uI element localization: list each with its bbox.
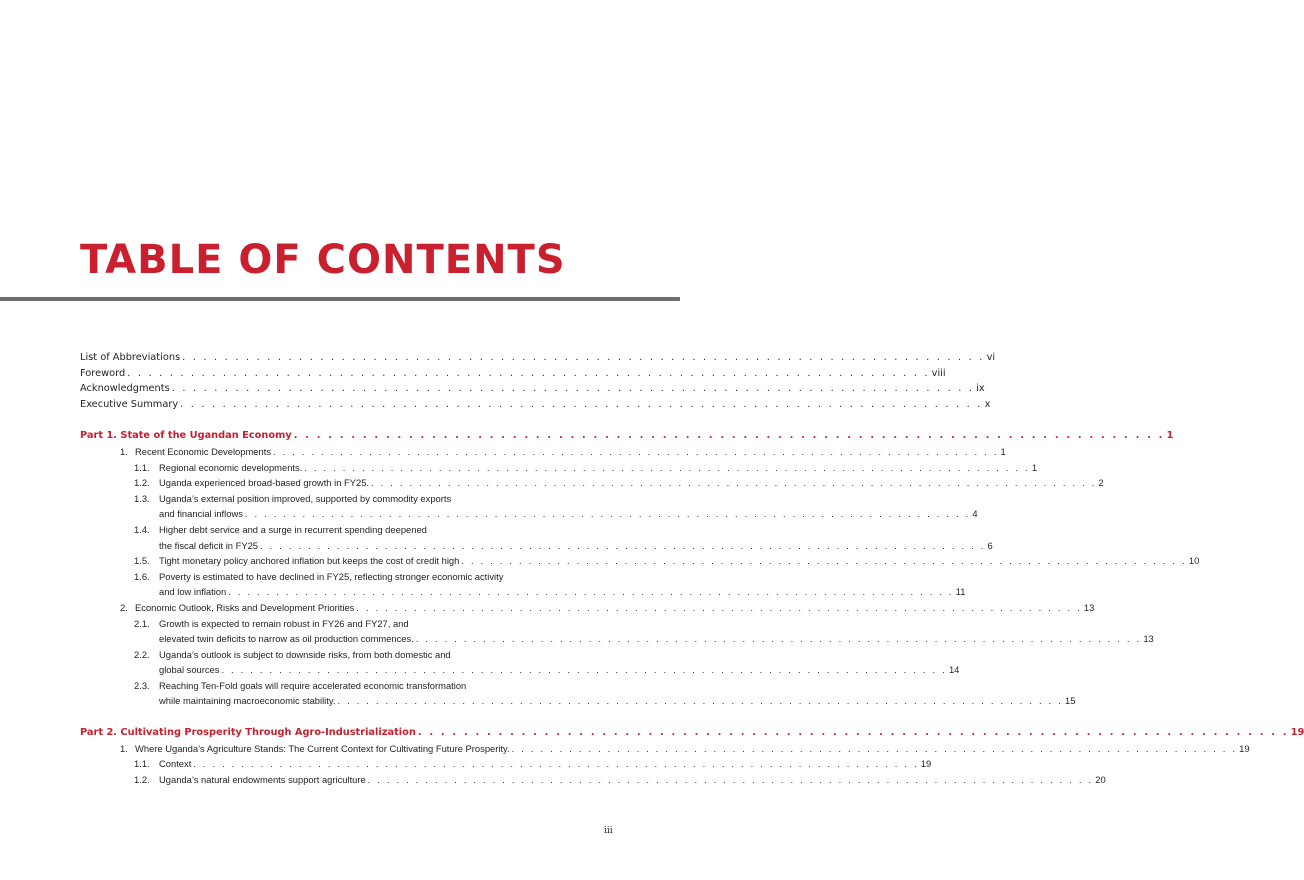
- toc-subsection-1-1-4-continued[interactable]: [80, 538, 993, 554]
- toc-leader-dots: . . . . . . . . . . . . . . . . . . . . . . . . . . . . . . . . . . . . . . . . . . . . . . . . . . . . . . . . . . . . . . . . . . . . . . . . . . . .: [260, 539, 986, 551]
- toc-subsection-page: 20: [1095, 773, 1106, 785]
- toc-subsection-page: 1: [1031, 461, 1038, 473]
- toc-leader-dots: . . . . . . . . . . . . . . . . . . . . . . . . . . . . . . . . . . . . . . . . . . . . . . . . . . . . . . . . . . . . . . . . . . . . . . . . . . . .: [244, 508, 971, 520]
- toc-subsection-page: 6: [987, 539, 993, 551]
- toc-subsection-page: 2: [1098, 477, 1104, 489]
- toc-subsection-number: 1.6.: [134, 570, 150, 582]
- toc-subsection-1-2-1[interactable]: [80, 616, 590, 632]
- toc-subsection-label-line1: Growth is expected to remain robust in FY26 and FY27, and: [159, 617, 409, 629]
- toc-subsection-1-1-4[interactable]: [80, 522, 590, 538]
- page-title: TABLE OF CONTENTS: [80, 237, 566, 283]
- toc-subsection-number: 2.1.: [134, 617, 150, 629]
- toc-part-page: 19: [1290, 727, 1304, 739]
- toc-subsection-1-2-1-continued[interactable]: [80, 631, 1154, 647]
- toc-subsection-number: 2.2.: [134, 648, 150, 660]
- toc-part-2[interactable]: [80, 725, 1304, 741]
- toc-subsection-label-line1: Poverty is estimated to have declined in FY25, reflecting stronger economic activity: [159, 570, 504, 582]
- toc-leader-dots: . . . . . . . . . . . . . . . . . . . . . . . . . . . . . . . . . . . . . . . . . . . . . . . . . . . . . . . . . . . . . . . . . . . . . . . . . . . .: [304, 461, 1030, 473]
- toc-entry-acknowledgments[interactable]: [80, 381, 985, 397]
- toc-section-label: Economic Outlook, Risks and Development Priorities: [135, 601, 355, 613]
- toc-subsection-page: 4: [972, 508, 978, 520]
- toc-subsection-1-2-2[interactable]: [80, 647, 590, 663]
- toc-subsection-number: 2.3.: [134, 679, 150, 691]
- toc-subsection-number: 1.1.: [134, 461, 150, 473]
- toc-subsection-number: 1.2.: [134, 773, 150, 785]
- toc-entry-foreword[interactable]: [80, 366, 946, 382]
- toc-subsection-label-line1: Higher debt service and a surge in recurrent spending deepened: [159, 523, 427, 535]
- toc-entry-label: Acknowledgments: [80, 383, 170, 395]
- toc-leader-dots: . . . . . . . . . . . . . . . . . . . . . . . . . . . . . . . . . . . . . . . . . . . . . . . . . . . . . . . . . . . . . . . . . . . . . . . . . . . .: [356, 601, 1082, 613]
- toc-subsection-1-1-6-continued[interactable]: [80, 584, 966, 600]
- toc-subsection-label: Regional economic developments.: [159, 461, 303, 473]
- toc-entry-label: List of Abbreviations: [80, 352, 181, 363]
- toc-subsection-label-line1: Uganda’s outlook is subject to downside risks, from both domestic and: [159, 648, 451, 660]
- toc-subsection-page: 10: [1188, 555, 1200, 567]
- toc-leader-dots: . . . . . . . . . . . . . . . . . . . . . . . . . . . . . . . . . . . . . . . . . . . . . . . . . . . . . . . . . . . . . . . . . . . . . . . . . . . .: [293, 430, 1165, 442]
- toc-section-label: Recent Economic Developments: [135, 445, 272, 457]
- toc-leader-dots: . . . . . . . . . . . . . . . . . . . . . . . . . . . . . . . . . . . . . . . . . . . . . . . . . . . . . . . . . . . . . . . . . . . . . . . . . . . .: [182, 352, 985, 363]
- toc-part-page: 1: [1166, 430, 1174, 442]
- toc-section-number: 2.: [120, 601, 128, 613]
- page-number: iii: [604, 826, 613, 836]
- toc-section-number: 1.: [120, 445, 128, 457]
- toc-subsection-1-1-1[interactable]: [80, 460, 1038, 476]
- toc-subsection-1-1-3[interactable]: [80, 491, 590, 507]
- toc-subsection-label-line2: while maintaining macroeconomic stability.: [159, 695, 336, 707]
- toc-section-label: Where Uganda’s Agriculture Stands: The Current Context for Cultivating Future Prosperity.: [135, 742, 510, 754]
- toc-subsection-label-line1: Reaching Ten-Fold goals will require accelerated economic transformation: [159, 679, 467, 691]
- toc-leader-dots: . . . . . . . . . . . . . . . . . . . . . . . . . . . . . . . . . . . . . . . . . . . . . . . . . . . . . . . . . . . . . . . . . . . . . . . . . . . .: [221, 664, 947, 676]
- toc-section-1-2[interactable]: [80, 600, 1095, 616]
- toc-entry-page: ix: [976, 383, 985, 395]
- toc-subsection-label-line2: global sources: [159, 664, 220, 676]
- toc-subsection-1-2-3-continued[interactable]: [80, 693, 1076, 709]
- title-rule: [0, 297, 680, 301]
- toc-subsection-1-1-2[interactable]: [80, 475, 1104, 491]
- toc-subsection-label: Uganda’s natural endowments support agriculture: [159, 773, 366, 785]
- toc-section-page: 1: [1000, 445, 1006, 457]
- toc-list: [80, 350, 1304, 787]
- toc-leader-dots: . . . . . . . . . . . . . . . . . . . . . . . . . . . . . . . . . . . . . . . . . . . . . . . . . . . . . . . . . . . . . . . . . . . . . . . . . . . .: [171, 383, 975, 395]
- toc-subsection-page: 11: [955, 586, 966, 598]
- toc-subsection-label-line1: Uganda’s external position improved, supported by commodity exports: [159, 492, 452, 504]
- toc-entry-page: vi: [986, 352, 996, 363]
- toc-subsection-label-line2: elevated twin deficits to narrow as oil production commences.: [159, 633, 414, 645]
- toc-subsection-label-line2: and low inflation: [159, 586, 227, 598]
- toc-part-label: Part 1. State of the Ugandan Economy: [80, 430, 292, 442]
- toc-leader-dots: . . . . . . . . . . . . . . . . . . . . . . . . . . . . . . . . . . . . . . . . . . . . . . . . . . . . . . . . . . . . . . . . . . . . . . . . . . . .: [228, 586, 954, 598]
- toc-leader-dots: . . . . . . . . . . . . . . . . . . . . . . . . . . . . . . . . . . . . . . . . . . . . . . . . . . . . . . . . . . . . . . . . . . . . . . . . . . . .: [417, 727, 1289, 739]
- toc-subsection-label-line2: the fiscal deficit in FY25: [159, 539, 259, 551]
- toc-subsection-number: 1.4.: [134, 523, 150, 535]
- toc-subsection-label: Tight monetary policy anchored inflation but keeps the cost of credit high: [159, 555, 460, 567]
- toc-entry-executive-summary[interactable]: [80, 397, 991, 413]
- toc-leader-dots: . . . . . . . . . . . . . . . . . . . . . . . . . . . . . . . . . . . . . . . . . . . . . . . . . . . . . . . . . . . . . . . . . . . . . . . . . . . .: [273, 445, 999, 457]
- toc-subsection-1-1-6[interactable]: [80, 569, 590, 585]
- toc-subsection-label: Context: [159, 758, 192, 770]
- toc-leader-dots: . . . . . . . . . . . . . . . . . . . . . . . . . . . . . . . . . . . . . . . . . . . . . . . . . . . . . . . . . . . . . . . . . . . . . . . . . . . .: [415, 633, 1142, 645]
- toc-subsection-page: 19: [920, 758, 932, 770]
- toc-leader-dots: . . . . . . . . . . . . . . . . . . . . . . . . . . . . . . . . . . . . . . . . . . . . . . . . . . . . . . . . . . . . . . . . . . . . . . . . . . . .: [337, 695, 1063, 707]
- toc-subsection-number: 1.2.: [134, 477, 150, 489]
- toc-section-1-1[interactable]: [80, 444, 1006, 460]
- toc-part-1[interactable]: [80, 428, 1174, 444]
- toc-leader-dots: . . . . . . . . . . . . . . . . . . . . . . . . . . . . . . . . . . . . . . . . . . . . . . . . . . . . . . . . . . . . . . . . . . . . . . . . . . . .: [193, 758, 919, 770]
- toc-entry-abbreviations[interactable]: [80, 350, 996, 366]
- toc-subsection-label-line2: and financial inflows: [159, 508, 243, 520]
- toc-part-label: Part 2. Cultivating Prosperity Through Agro-Industrialization: [80, 727, 416, 739]
- toc-subsection-number: 1.5.: [134, 555, 150, 567]
- toc-subsection-label: Uganda experienced broad-based growth in FY25.: [159, 477, 370, 489]
- toc-section-2-1[interactable]: [80, 741, 1250, 757]
- toc-leader-dots: . . . . . . . . . . . . . . . . . . . . . . . . . . . . . . . . . . . . . . . . . . . . . . . . . . . . . . . . . . . . . . . . . . . . . . . . . . . .: [180, 398, 983, 410]
- toc-subsection-page: 14: [948, 664, 960, 676]
- toc-subsection-2-1-2[interactable]: [80, 772, 1106, 788]
- toc-leader-dots: . . . . . . . . . . . . . . . . . . . . . . . . . . . . . . . . . . . . . . . . . . . . . . . . . . . . . . . . . . . . . . . . . . . . . . . . . . . .: [127, 367, 930, 379]
- toc-subsection-1-1-5[interactable]: [80, 553, 1200, 569]
- toc-entry-page: viii: [931, 367, 946, 379]
- toc-subsection-number: 1.3.: [134, 492, 150, 504]
- toc-subsection-page: 13: [1143, 633, 1154, 645]
- toc-leader-dots: . . . . . . . . . . . . . . . . . . . . . . . . . . . . . . . . . . . . . . . . . . . . . . . . . . . . . . . . . . . . . . . . . . . . . . . . . . . .: [371, 477, 1097, 489]
- toc-subsection-number: 1.1.: [134, 758, 150, 770]
- toc-subsection-page: 15: [1064, 695, 1076, 707]
- toc-entry-label: Foreword: [80, 367, 126, 379]
- toc-section-page: 19: [1239, 742, 1250, 754]
- toc-section-number: 1.: [120, 742, 128, 754]
- toc-subsection-1-1-3-continued[interactable]: [80, 506, 978, 522]
- toc-subsection-1-2-3[interactable]: [80, 678, 590, 694]
- toc-leader-dots: . . . . . . . . . . . . . . . . . . . . . . . . . . . . . . . . . . . . . . . . . . . . . . . . . . . . . . . . . . . . . . . . . . . . . . . . . . . .: [461, 555, 1187, 567]
- toc-entry-label: Executive Summary: [80, 398, 179, 410]
- toc-section-page: 13: [1083, 601, 1095, 613]
- toc-entry-page: x: [984, 398, 991, 410]
- toc-subsection-2-1-1[interactable]: [80, 756, 932, 772]
- toc-leader-dots: . . . . . . . . . . . . . . . . . . . . . . . . . . . . . . . . . . . . . . . . . . . . . . . . . . . . . . . . . . . . . . . . . . . . . . . . . . . .: [367, 773, 1094, 785]
- toc-subsection-1-2-2-continued[interactable]: [80, 662, 960, 678]
- toc-leader-dots: . . . . . . . . . . . . . . . . . . . . . . . . . . . . . . . . . . . . . . . . . . . . . . . . . . . . . . . . . . . . . . . . . . . . . . . . . . . .: [511, 742, 1238, 754]
